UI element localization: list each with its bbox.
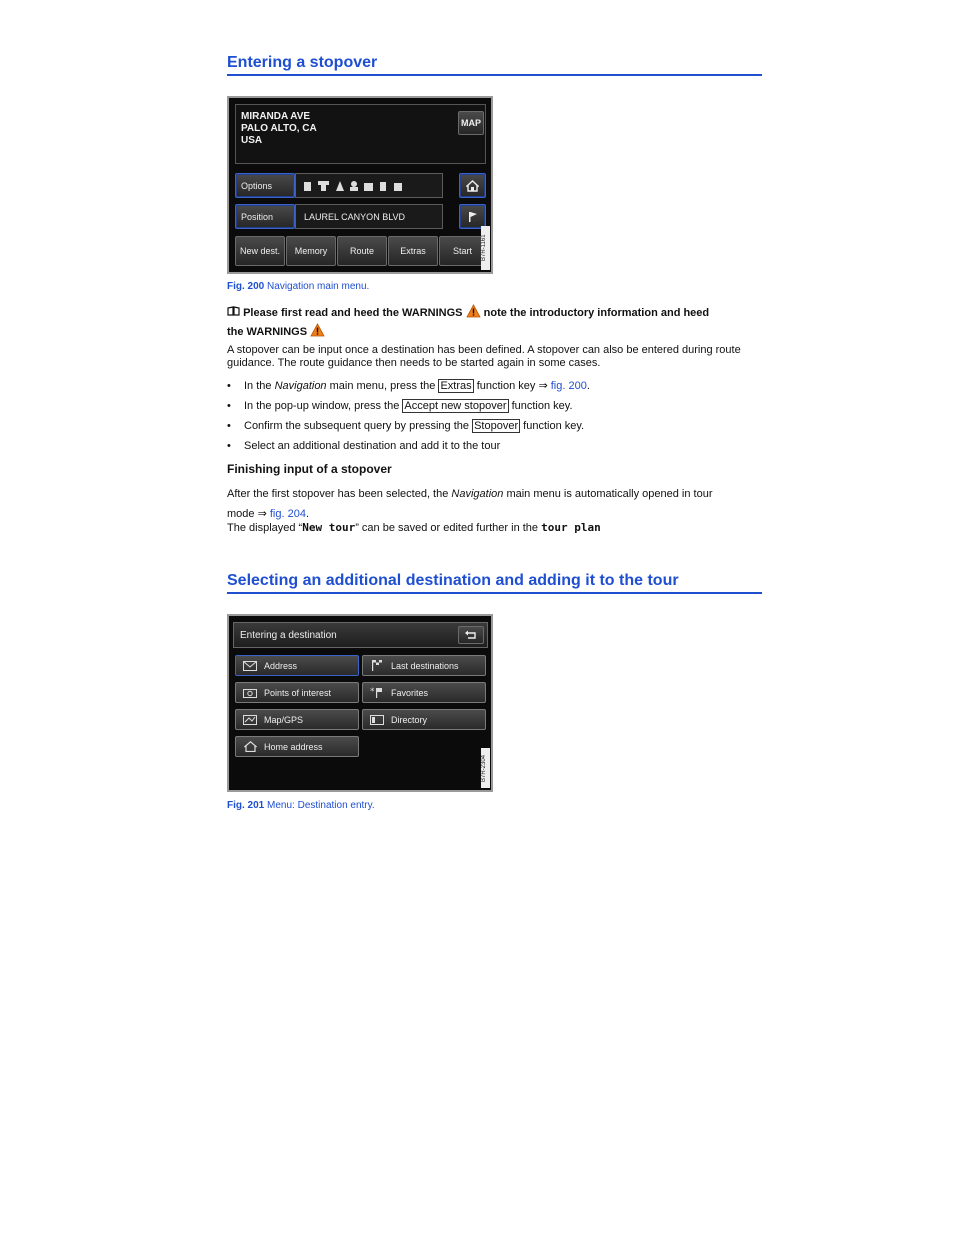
extras-button[interactable]: Extras bbox=[388, 236, 438, 266]
new-dest-button[interactable]: New dest. bbox=[235, 236, 285, 266]
flag-icon bbox=[467, 211, 479, 223]
route-button[interactable]: Route bbox=[337, 236, 387, 266]
tour-plan-term: tour plan bbox=[541, 521, 601, 534]
navigation-main-menu-figure bbox=[227, 96, 493, 274]
key-extras: Extras bbox=[440, 380, 472, 392]
figure-201-caption bbox=[227, 800, 375, 811]
position-button[interactable]: Position bbox=[235, 204, 295, 229]
directory-button[interactable] bbox=[362, 709, 486, 730]
caption-number: Fig. 201 bbox=[227, 800, 265, 811]
directory-label: Directory bbox=[391, 714, 428, 725]
warning-text-c: the WARNINGS bbox=[227, 326, 308, 338]
sub-heading-finishing: Finishing input of a stopover bbox=[227, 462, 392, 476]
figure-id: B7R-1161 bbox=[481, 226, 490, 270]
address-line-3: USA bbox=[241, 135, 263, 146]
home-button[interactable] bbox=[459, 173, 486, 198]
points-of-interest-label: Points of interest bbox=[264, 687, 332, 698]
warning-triangle-icon bbox=[466, 304, 481, 323]
caption-text: Menu: Destination entry. bbox=[267, 800, 375, 811]
checkered-flag-icon bbox=[369, 661, 385, 671]
address-line-1: MIRANDA AVE bbox=[241, 111, 311, 122]
home-address-label: Home address bbox=[264, 741, 323, 752]
warning-note bbox=[227, 304, 762, 342]
address-label: Address bbox=[264, 660, 298, 671]
key-accept-new-stopover: Accept new stopover bbox=[404, 400, 507, 412]
position-field: LAUREL CANYON BLVD bbox=[295, 204, 443, 229]
link-fig-200[interactable]: fig. 200 bbox=[550, 380, 587, 392]
poi-category-icons bbox=[304, 180, 424, 192]
camera-icon bbox=[242, 688, 258, 698]
last-destinations-button[interactable] bbox=[362, 655, 486, 676]
bullet-3: • Confirm the subsequent query by pressing the Stopover function key. bbox=[227, 420, 585, 432]
last-destinations-label: Last destinations bbox=[391, 660, 459, 671]
intro-paragraph: A stopover can be input once a destination has been defined. A stopover can also be entered during route guidance. The route guidance then needs to be started again in some cases. bbox=[227, 344, 741, 369]
bullet-1: • In the Navigation main menu, press the Extras function key ⇒ fig. 200. bbox=[227, 380, 590, 392]
destination-header: Entering a destination bbox=[240, 630, 337, 641]
figure-id: B7R-2304 bbox=[481, 748, 490, 788]
address-line-2: PALO ALTO, CA bbox=[241, 123, 317, 134]
new-tour-term: New tour bbox=[302, 521, 356, 534]
envelope-icon bbox=[242, 661, 258, 671]
destination-header-bar bbox=[233, 622, 488, 648]
options-button[interactable]: Options bbox=[235, 173, 295, 198]
map-button[interactable]: MAP bbox=[458, 111, 484, 135]
section-title-entering-stopover: Entering a stopover bbox=[227, 54, 762, 76]
destination-entry-figure bbox=[227, 614, 493, 792]
book-icon bbox=[227, 307, 243, 319]
points-of-interest-button[interactable] bbox=[235, 682, 359, 703]
map-gps-label: Map/GPS bbox=[264, 714, 304, 725]
memory-button[interactable]: Memory bbox=[286, 236, 336, 266]
back-arrow-icon bbox=[464, 630, 478, 640]
warning-text-a: Please first read and heed the WARNINGS bbox=[243, 307, 463, 319]
bullet-2: • In the pop-up window, press the Accept new stopover function key. bbox=[227, 400, 573, 412]
figure-200-caption bbox=[227, 281, 369, 292]
link-fig-204[interactable]: fig. 204 bbox=[269, 508, 306, 520]
favorites-label: Favorites bbox=[391, 687, 429, 698]
map-gps-button[interactable] bbox=[235, 709, 359, 730]
finish-paragraph: After the first stopover has been selected, the Navigation main menu is automatically opened in tour mode ⇒ fig. 204. bbox=[227, 488, 713, 520]
favorites-button[interactable] bbox=[362, 682, 486, 703]
address-button[interactable] bbox=[235, 655, 359, 676]
saved-paragraph: The displayed “New tour” can be saved or edited further in the tour plan bbox=[227, 521, 601, 534]
caption-number: Fig. 200 bbox=[227, 281, 265, 292]
directory-icon bbox=[369, 715, 385, 725]
key-stopover: Stopover bbox=[474, 420, 519, 432]
back-button[interactable] bbox=[458, 626, 484, 644]
caption-text: Navigation main menu. bbox=[267, 281, 370, 292]
bullet-4: • Select an additional destination and add it to the tour bbox=[227, 440, 501, 452]
address-panel bbox=[235, 104, 486, 164]
svg-text:*: * bbox=[370, 687, 375, 697]
favorites-star-flag-icon bbox=[369, 688, 385, 698]
warning-text-b: note the introductory information and heed bbox=[483, 307, 710, 319]
home-icon bbox=[466, 180, 479, 192]
options-icons-field bbox=[295, 173, 443, 198]
warning-triangle-icon bbox=[310, 323, 325, 342]
section-title-additional-destination: Selecting an additional destination and adding it to the tour bbox=[227, 572, 762, 594]
map-icon bbox=[242, 715, 258, 725]
home-address-button[interactable] bbox=[235, 736, 359, 757]
home-icon bbox=[242, 742, 258, 752]
start-button[interactable]: Start bbox=[439, 236, 486, 266]
